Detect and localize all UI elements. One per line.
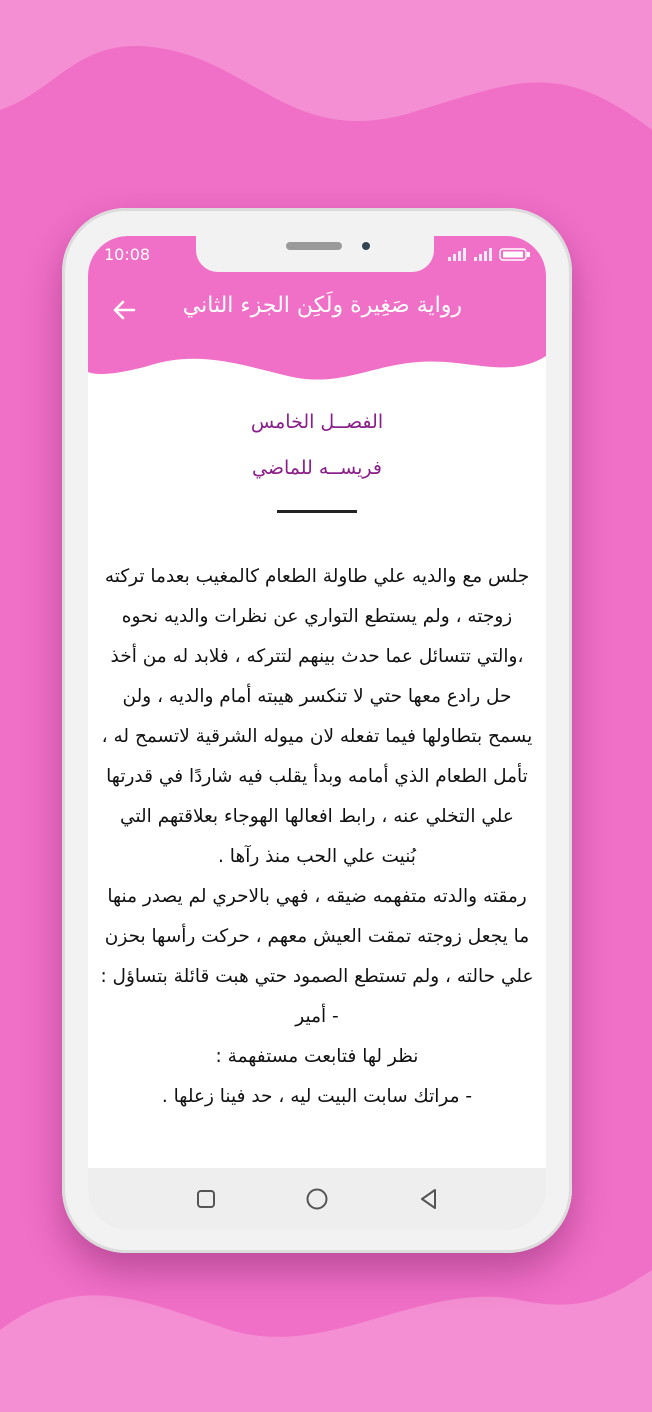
- battery-icon: [500, 249, 530, 260]
- status-bar: [88, 236, 546, 274]
- paragraph: رمقته والدته متفهمه ضيقه ، فهي بالاحري لم يصدر منها ما يجعل زوجته تمقت العيش معهم ، حركت رأسها بحزن علي حالته ، ولم تستطع الصمود حتي هبت قائلة بتساؤل :: [100, 886, 534, 987]
- chapter-content[interactable]: [88, 396, 546, 1168]
- front-camera: [362, 242, 370, 250]
- paragraph: - أمير: [295, 1006, 339, 1027]
- status-icons: [448, 246, 532, 262]
- paragraph: نظر لها فتابعت مستفهمة :: [215, 1046, 419, 1067]
- status-time: 10:08: [104, 245, 151, 264]
- signal-icon: [448, 248, 466, 261]
- arrow-left-icon[interactable]: [108, 294, 140, 326]
- title-divider: [277, 510, 357, 513]
- app-bar: [88, 276, 546, 342]
- paragraph: جلس مع والديه علي طاولة الطعام كالمغيب بعدما تركته زوجته ، ولم يستطع التواري عن نظرات والديه نحوه ،والتي تتسائل عما حدث بينهم لتتركه ، فلابد له من أخذ حل رادع معها حتي لا تنكسر هيبته أمام والديه ، ولن يسمح بتطاولها فيما تفعله لان ميوله الشرقية لاتسمح له ، تأمل الطعام الذي أمامه وبدأ يقلب فيه شاردًا في قدرتها علي التخلي عنه ، رابط افعالها الهوجاء بعلاقتهم التي بُنيت علي الحب منذ رآها .: [101, 566, 533, 867]
- paragraph: - مراتك سابت البيت ليه ، حد فينا زعلها .: [161, 1086, 473, 1107]
- chapter-heading: الفصــل الخامس: [250, 411, 384, 433]
- header-wave: [88, 336, 546, 396]
- phone-screen: [88, 236, 546, 1230]
- circle-home-icon[interactable]: [302, 1184, 332, 1214]
- triangle-back-icon[interactable]: [414, 1184, 444, 1214]
- square-recent-icon[interactable]: [191, 1184, 221, 1214]
- app-title: رواية صَغِيرة ولَكِن الجزء الثاني: [182, 293, 462, 318]
- speaker-grille: [286, 242, 342, 250]
- app-header: [88, 236, 546, 346]
- signal-icon-2: [474, 248, 492, 261]
- chapter-subtitle: فريســه للماضي: [252, 457, 382, 479]
- system-nav-bar: [88, 1168, 546, 1230]
- phone-notch: [196, 236, 434, 272]
